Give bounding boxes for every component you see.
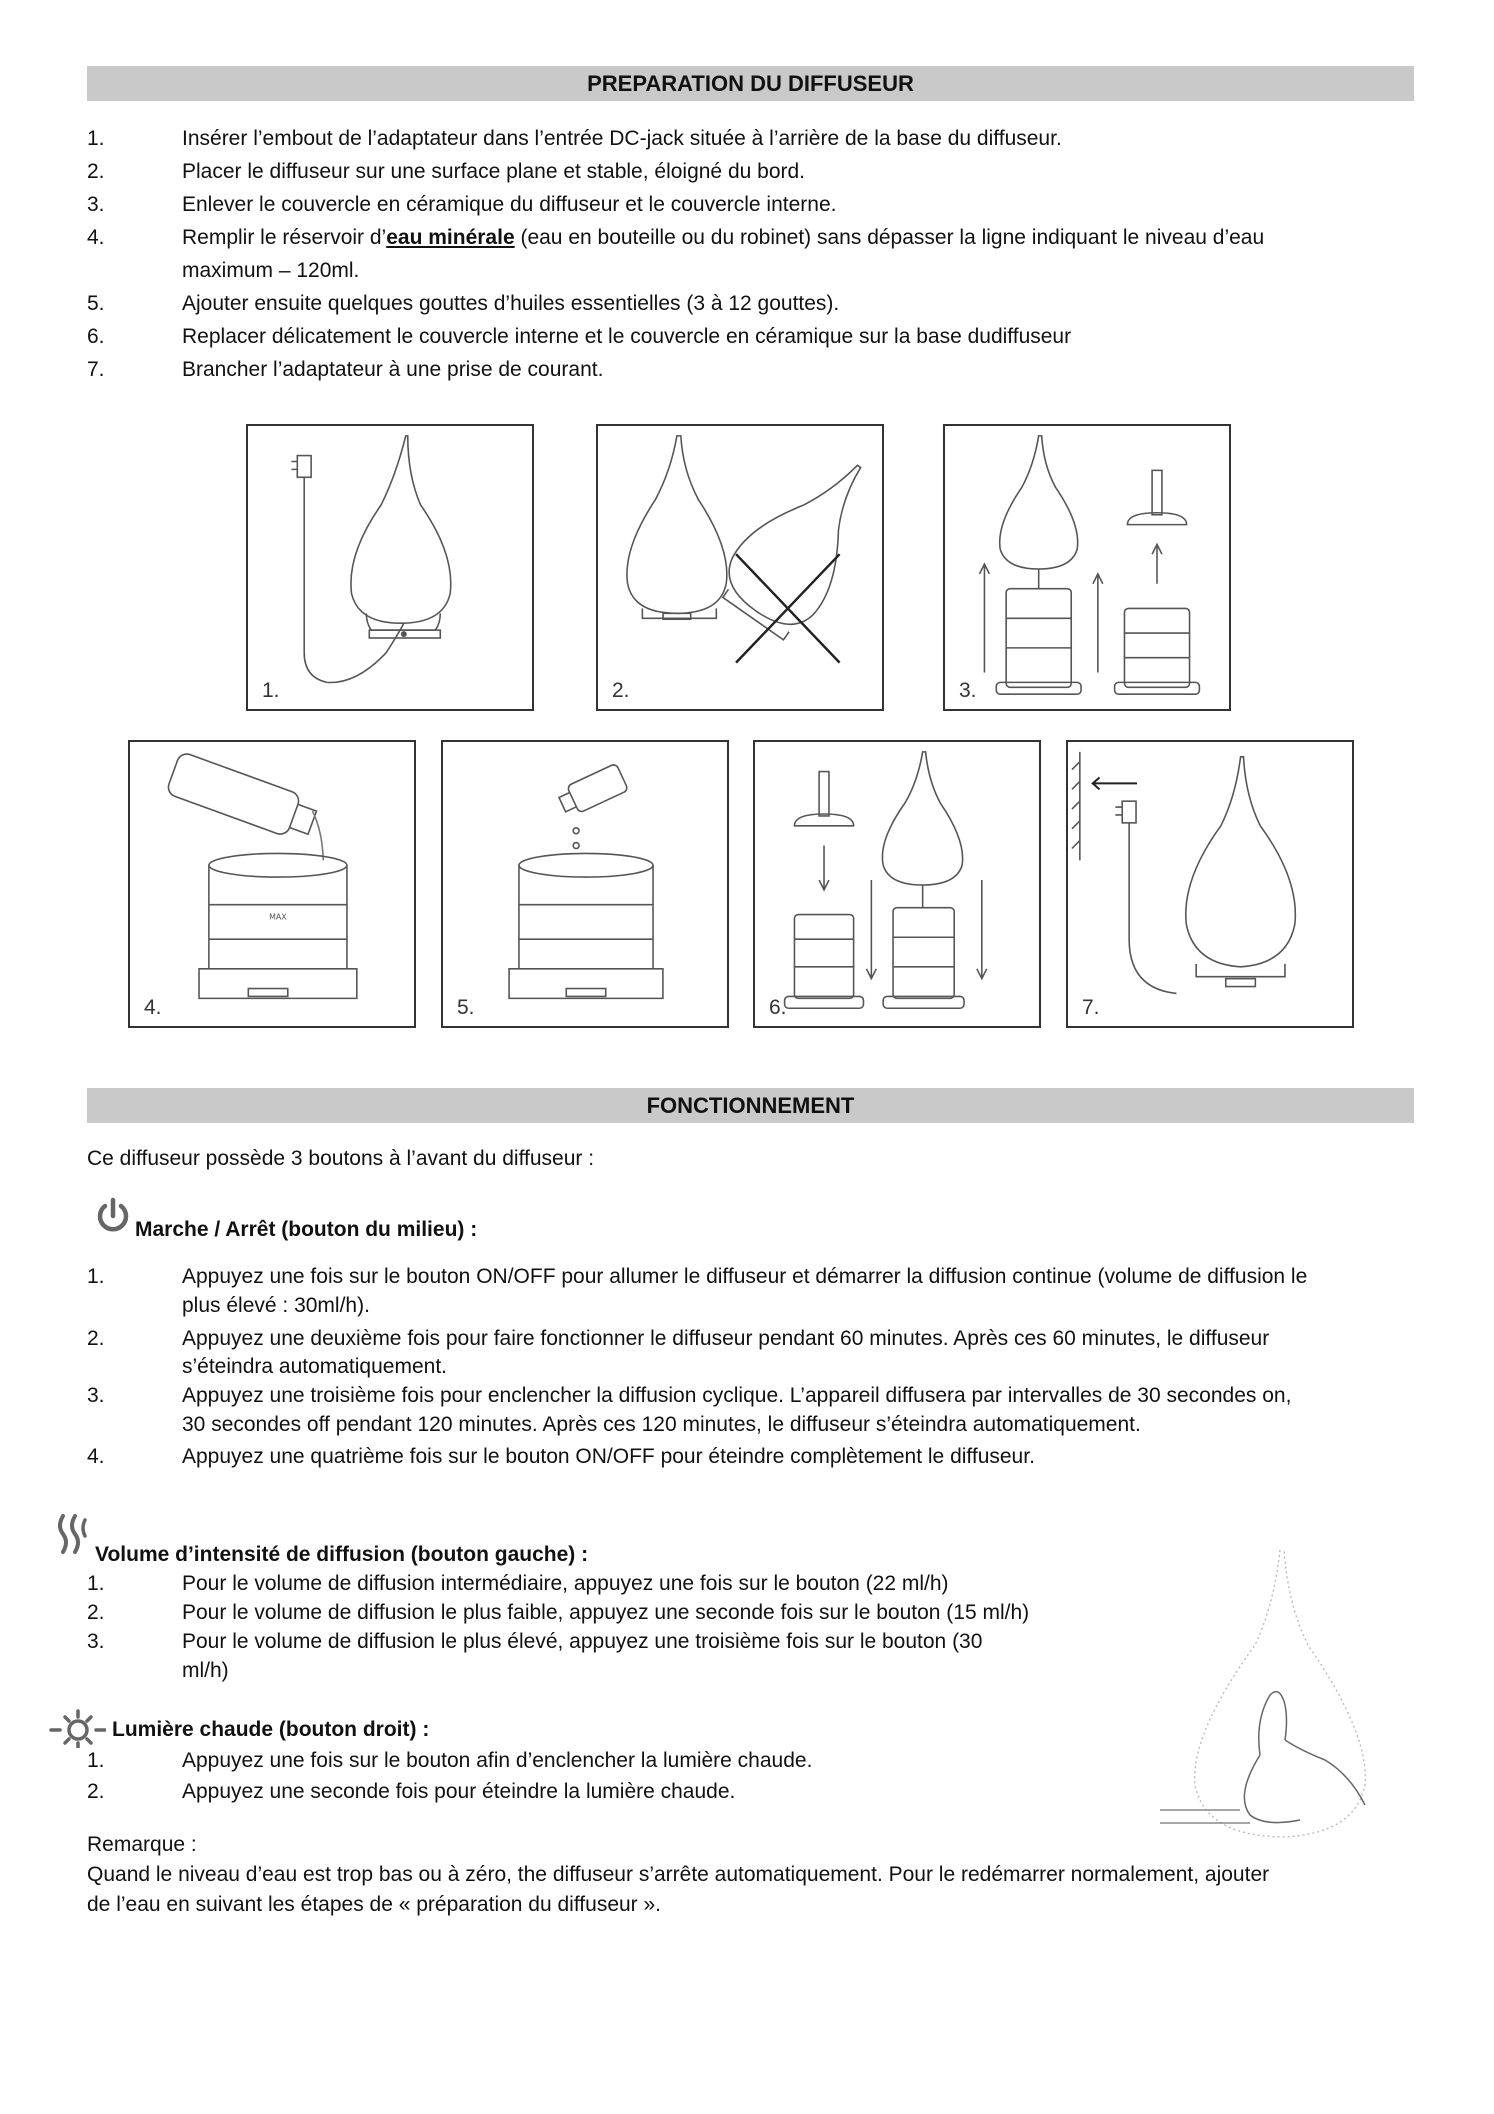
step-text-part: (eau en bouteille ou du robinet) sans dépasser la ligne indiquant le niveau d’eau [514,226,1265,249]
step-text: Pour le volume de diffusion le plus élevé, appuyez une troisième fois sur le bouton (30 [182,1630,983,1653]
figure-panel-7 [1066,740,1354,1028]
figure-label: 7. [1082,996,1100,1019]
remark-text-continued: de l’eau en suivant les étapes de « préparation du diffuseur ». [87,1893,662,1916]
step-number: 1. [87,1749,105,1772]
remark-text: Quand le niveau d’eau est trop bas ou à zéro, the diffuseur s’arrête automatiquement. Pour le redémarrer normalement, ajouter [87,1863,1270,1886]
section-title-fonctionnement: FONCTIONNEMENT [87,1088,1414,1123]
figure-panel-6 [753,740,1041,1028]
step-text-continued: 30 secondes off pendant 120 minutes. Après ces 120 minutes, le diffuseur s’éteindra automatiquement. [182,1413,1141,1436]
mist-icon [55,1512,91,1558]
light-icon [48,1708,106,1748]
step-text: Appuyez une fois sur le bouton ON/OFF pour allumer le diffuseur et démarrer la diffusion continue (volume de diffusion le [182,1265,1308,1288]
step-text-continued: maximum – 120ml. [182,259,360,282]
step-number: 1. [87,1265,105,1288]
step-text: Brancher l’adaptateur à une prise de courant. [182,358,604,381]
step-text: Placer le diffuseur sur une surface plane et stable, éloigné du bord. [182,160,806,183]
figure-label: 6. [769,996,787,1019]
remove-covers-illustration [945,426,1229,709]
step-number: 4. [87,1445,105,1468]
step-text: Ajouter ensuite quelques gouttes d’huiles essentielles (3 à 12 gouttes). [182,292,840,315]
intro-text: Ce diffuseur possède 3 boutons à l’avant du diffuseur : [87,1147,595,1170]
step-number: 2. [87,160,105,183]
step-number: 1. [87,127,105,150]
heading-light: Lumière chaude (bouton droit) : [112,1718,430,1741]
remark-title: Remarque : [87,1833,197,1856]
figure-label: 1. [262,679,280,702]
step-number: 5. [87,292,105,315]
section-title-preparation: PREPARATION DU DIFFUSEUR [87,66,1414,101]
step-text: Pour le volume de diffusion le plus faible, appuyez une seconde fois sur le bouton (15 ml/h) [182,1601,1030,1624]
step-text [182,223,1427,253]
emphasis-eau-minerale: eau minérale [386,226,515,249]
plug-adapter-illustration [1068,742,1352,1026]
figure-panel-4 [128,740,416,1028]
step-text: Replacer délicatement le couvercle interne et le couvercle en céramique sur la base dudiffuseur [182,325,1072,348]
step-number: 1. [87,1572,105,1595]
figure-panel-3 [943,424,1231,711]
replace-covers-illustration [755,742,1039,1026]
hand-touch-diffuser-illustration [1140,1545,1370,1865]
step-text: Appuyez une fois sur le bouton afin d’enclencher la lumière chaude. [182,1749,813,1772]
step-text-continued: ml/h) [182,1659,229,1682]
step-text-part: Remplir le réservoir d’ [182,226,387,249]
step-number: 2. [87,1327,105,1350]
step-number: 4. [87,226,105,249]
step-text: Insérer l’embout de l’adaptateur dans l’entrée DC-jack située à l’arrière de la base du diffuseur. [182,127,1062,150]
step-text: Enlever le couvercle en céramique du diffuseur et le couvercle interne. [182,193,837,216]
figure-label: 4. [144,996,162,1019]
add-essential-oil-illustration [443,742,727,1026]
figure-panel-2 [596,424,884,711]
step-text: Appuyez une deuxième fois pour faire fonctionner le diffuseur pendant 60 minutes. Après ces 60 minutes, le diffuseur [182,1327,1270,1350]
step-number: 6. [87,325,105,348]
step-number: 7. [87,358,105,381]
stable-surface-illustration [598,426,882,709]
fill-water-bottle-illustration [130,742,414,1026]
step-text: Appuyez une troisième fois pour enclencher la diffusion cyclique. L’appareil diffusera par intervalles de 30 secondes on, [182,1384,1292,1407]
step-text: Pour le volume de diffusion intermédiaire, appuyez une fois sur le bouton (22 ml/h) [182,1572,949,1595]
figure-panel-1 [246,424,534,711]
step-number: 3. [87,1630,105,1653]
step-number: 3. [87,193,105,216]
figure-panel-5 [441,740,729,1028]
figure-label: 3. [959,679,977,702]
figure-label: 2. [612,679,630,702]
step-text-continued: plus élevé : 30ml/h). [182,1294,370,1317]
heading-volume: Volume d’intensité de diffusion (bouton gauche) : [95,1543,589,1566]
step-text: Appuyez une seconde fois pour éteindre la lumière chaude. [182,1780,736,1803]
step-number: 2. [87,1780,105,1803]
step-number: 3. [87,1384,105,1407]
heading-power: Marche / Arrêt (bouton du milieu) : [135,1218,478,1241]
power-icon [93,1196,133,1236]
step-number: 2. [87,1601,105,1624]
figure-label: 5. [457,996,475,1019]
step-text: Appuyez une quatrième fois sur le bouton ON/OFF pour éteindre complètement le diffuseur. [182,1445,1035,1468]
step-text-continued: s’éteindra automatiquement. [182,1355,447,1378]
max-mark: MAX [269,912,287,922]
diffuser-with-adapter-illustration [248,426,532,709]
